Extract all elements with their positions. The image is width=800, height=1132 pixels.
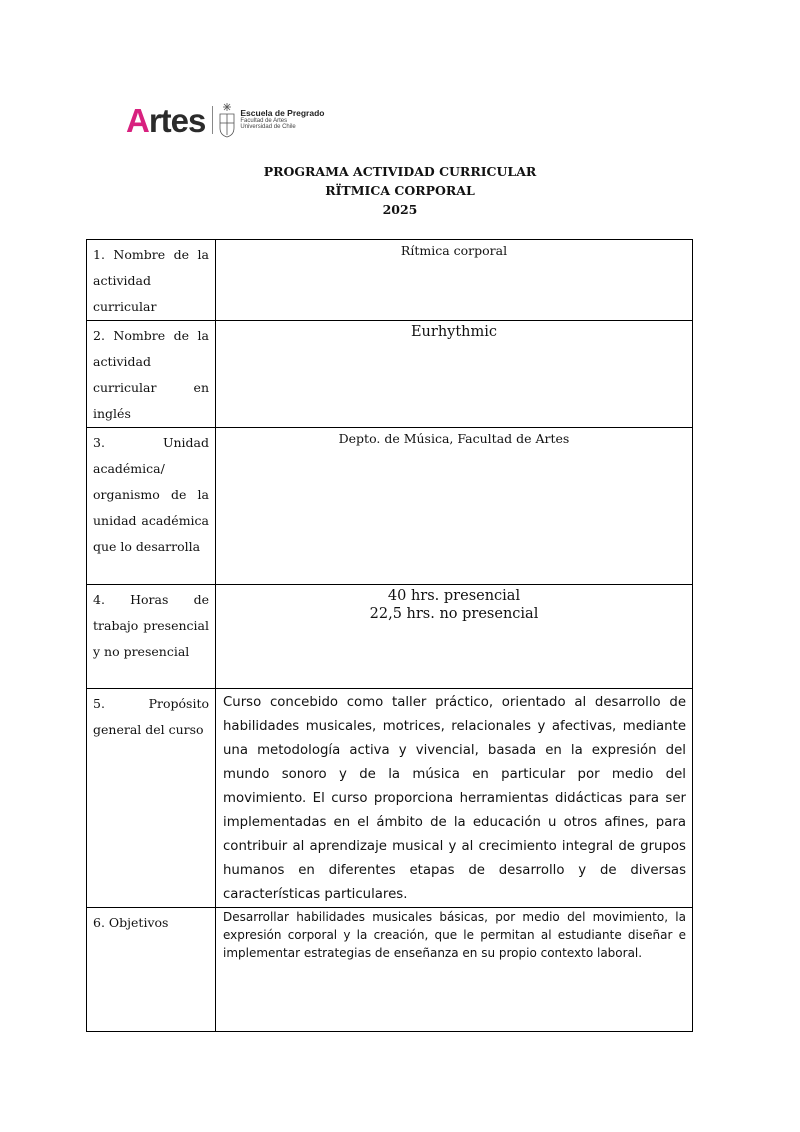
- title-line-2: RÏTMICA CORPORAL: [325, 183, 475, 198]
- objective-text: Desarrollar habilidades musicales básicas, por medio del movimiento, la expresión corporal y la creación, que le permitan al estudiante diseñar e implementar estrategias de enseñanza en su propio contexto laboral.: [223, 910, 686, 960]
- university-crest-icon: [218, 102, 236, 138]
- row-value: Depto. de Música, Facultad de Artes: [216, 428, 693, 585]
- logo-divider: [212, 106, 213, 134]
- row-label: 2. Nombre de la actividad curricular en inglés: [87, 321, 216, 428]
- row-label: 6. Objetivos: [87, 908, 216, 1032]
- table-row: [87, 585, 693, 689]
- row-label: 5. Propósito general del curso: [87, 689, 216, 908]
- row-label: 4. Horas de trabajo presencial y no presencial: [87, 585, 216, 689]
- table-row: [87, 321, 693, 428]
- purpose-text: Curso concebido como taller práctico, orientado al desarrollo de habilidades musicales, motrices, relacionales y afectivas, mediante una metodología activa y vivencial, basada en la expresión del mundo sonoro y de la música en particular por medio del movimiento. El curso proporciona herramientas didácticas para ser implementadas en el ámbito de la educación u otros afines, para contribuir al aprendizaje musical y al crecimiento integral de grupos humanos en diferentes etapas de desarrollo y de diversas características particulares.: [223, 695, 686, 902]
- table-row: [87, 240, 693, 321]
- faculty-name: Facultad de Artes: [240, 118, 288, 125]
- row-label: 1. Nombre de la actividad curricular: [87, 240, 216, 321]
- logo-institution: [240, 109, 324, 131]
- logo-wordmark: [126, 101, 206, 139]
- title-year: 2025: [382, 202, 418, 217]
- row-value: [216, 908, 693, 1032]
- row-label: 3. Unidad académica/ organismo de la unidad académica que lo desarrolla: [87, 428, 216, 585]
- row-value: Rítmica corporal: [216, 240, 693, 321]
- row-value: [216, 585, 693, 689]
- logo-wordmark-text: Artes: [126, 101, 206, 139]
- title-line-1: PROGRAMA ACTIVIDAD CURRICULAR: [263, 164, 537, 179]
- table-row: [87, 908, 693, 1032]
- hours-presential: 40 hrs. presencial: [387, 588, 521, 604]
- school-name: Escuela de Pregrado: [240, 108, 325, 119]
- row-value: [216, 689, 693, 908]
- university-name: Universidad de Chile: [240, 124, 296, 131]
- artes-logo: [126, 100, 324, 140]
- table-row: [87, 428, 693, 585]
- row-value: Eurhythmic: [216, 321, 693, 428]
- program-table: [86, 239, 693, 1032]
- hours-non-presential: 22,5 hrs. no presencial: [369, 606, 539, 622]
- table-row: [87, 689, 693, 908]
- document-title: [0, 162, 800, 219]
